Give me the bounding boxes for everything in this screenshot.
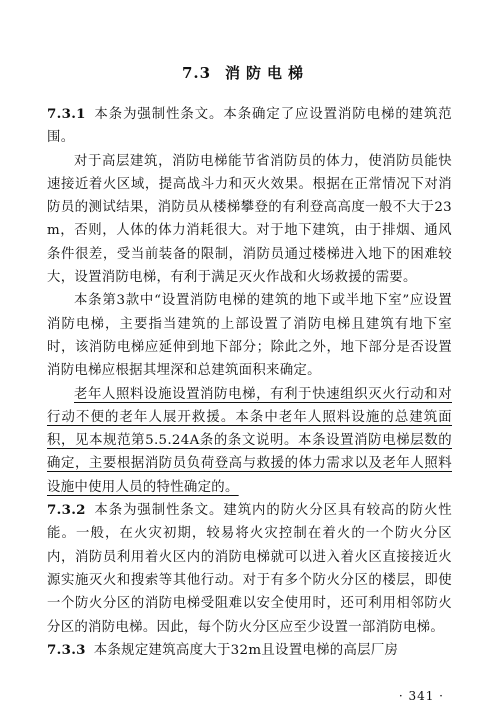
document-body <box>47 103 452 662</box>
clause-number: 7.3.3 <box>47 641 86 658</box>
clause-number: 7.3.2 <box>47 502 86 519</box>
page-number: · 341 · <box>398 689 444 703</box>
paragraph-7-3-3 <box>47 639 452 662</box>
section-number: 7.3 <box>181 64 212 82</box>
paragraph-7-3-1 <box>47 103 452 150</box>
paragraph-text: 本条规定建筑高度大于32m且设置电梯的高层厂房 <box>93 642 399 658</box>
revised-text-underlined: 老年人照料设施设置消防电梯，有利于快速组织灭火行动和对行动不便的老年人展开救援。本条中老年人照料设施的总建筑面积，见本规范第5.5.24A条的条文说明。本条设置消防电梯层数的确定，主要根据消防员负荷登高与救援的体力需求以及老年人照料设施中使用人员的特性确定的。 <box>47 386 452 495</box>
paragraph-7-3-2 <box>47 499 452 639</box>
paragraph-basement-explanation <box>47 289 452 382</box>
clause-number: 7.3.1 <box>47 106 86 122</box>
paragraph-text: 本条为强制性条文。本条确定了应设置消防电梯的建筑范围。 <box>47 107 452 146</box>
paragraph-text: 对于高层建筑，消防电梯能节省消防员的体力，使消防员能快速接近着火区域，提高战斗力和灭火效果。根据在正常情况下对消防员的测试结果，消防员从楼梯攀登的有利登高高度一般不大于23m，否则，人体的体力消耗很大。对于地下建筑，由于排烟、通风条件很差，受当前装备的限制，消防员通过楼梯进入地下的困难较大，设置消防电梯，有利于满足灭火作战和火场救援的需要。 <box>47 153 452 286</box>
section-title <box>0 62 491 83</box>
paragraph-high-rise-explanation <box>47 150 452 290</box>
paragraph-text: 本条第3款中“设置消防电梯的建筑的地下或半地下室”应设置消防电梯，主要指当建筑的上部设置了消防电梯且建筑有地下室时，该消防电梯应延伸到地下部分；除此之外，地下部分是否设置消防电梯应根据其埋深和总建筑面积来确定。 <box>47 293 452 379</box>
paragraph-elderly-care-revision <box>47 383 452 499</box>
paragraph-text: 本条为强制性条文。建筑内的防火分区具有较高的防火性能。一般，在火灾初期，较易将火灾控制在着火的一个防火分区内，消防员利用着火区内的消防电梯就可以进入着火区直接接近火源实施灭火和搜索等其他行动。对于有多个防火分区的楼层，即使一个防火分区的消防电梯受阻难以安全使用时，还可利用相邻防火分区的消防电梯。因此，每个防火分区应至少设置一部消防电梯。 <box>47 503 452 635</box>
section-heading: 消防电梯 <box>225 64 310 82</box>
